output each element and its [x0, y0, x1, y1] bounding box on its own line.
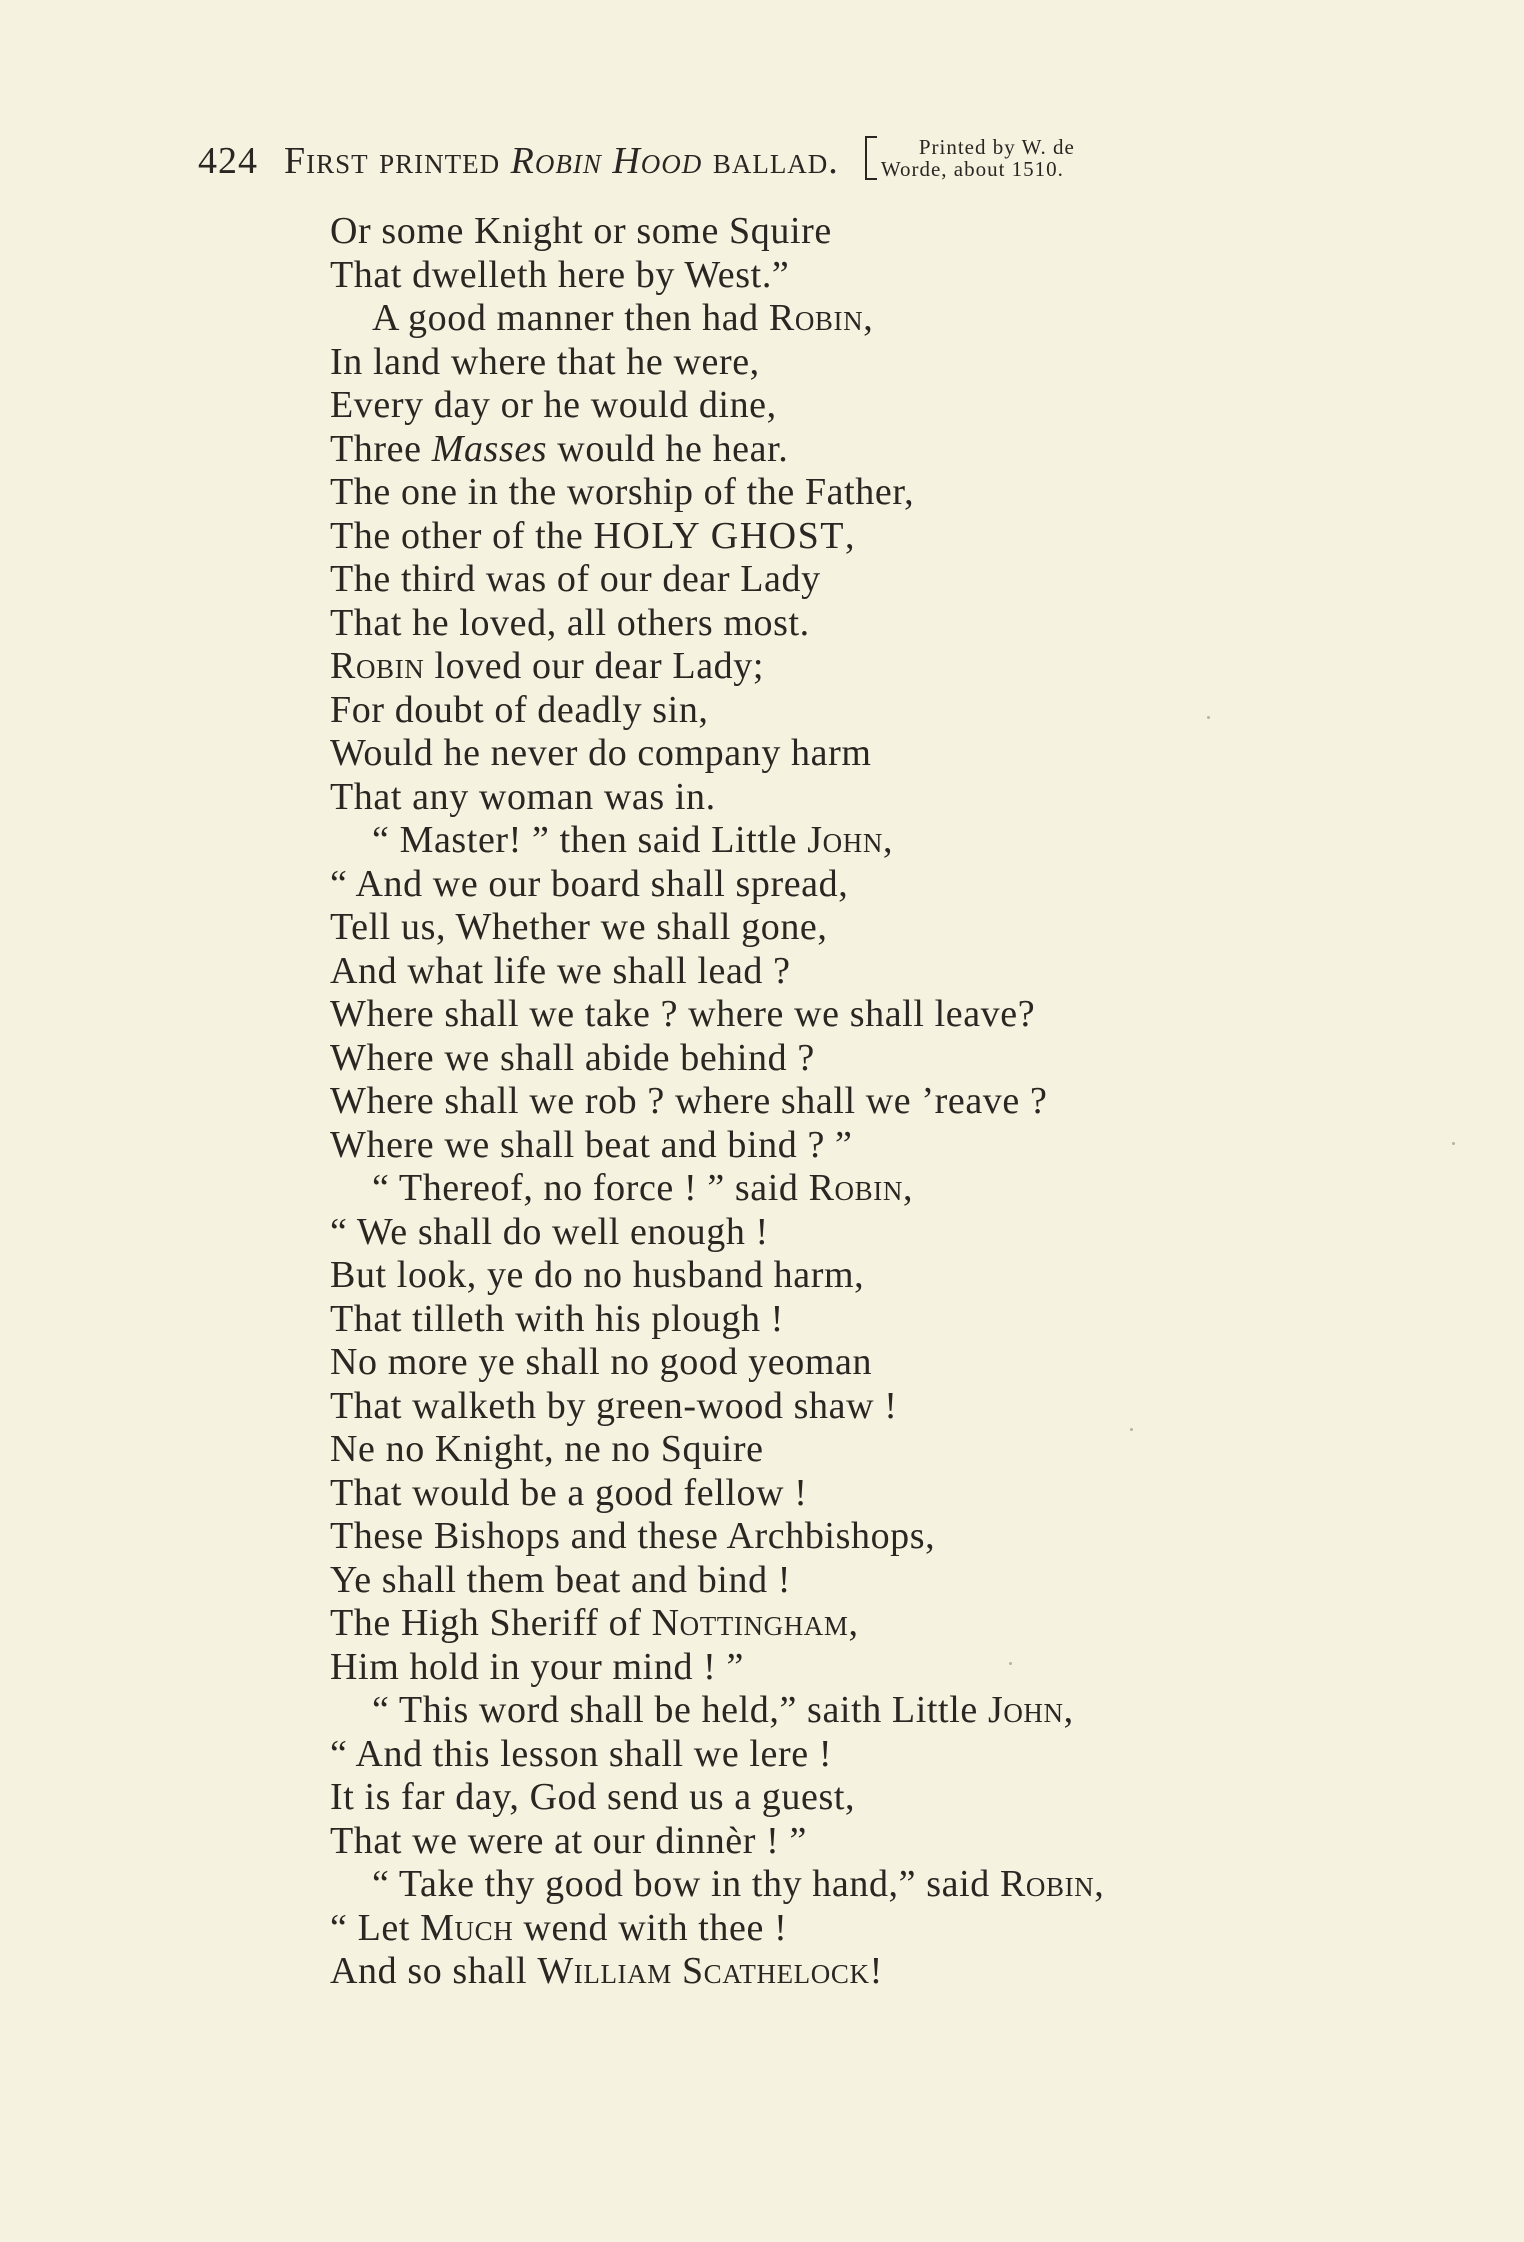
verse-line — [330, 1298, 1330, 1342]
verse-text: , — [848, 1602, 859, 1644]
verse-text: Tell us, Whether we shall gone, — [330, 906, 828, 948]
printer-note — [865, 136, 1075, 180]
paper-speck — [1452, 1142, 1455, 1145]
verse-line — [330, 428, 1330, 472]
verse-line — [330, 254, 1330, 298]
verse-line — [330, 341, 1330, 385]
verse-text: It is far day, God send us a guest, — [330, 1776, 856, 1818]
verse-line — [330, 384, 1330, 428]
paper-speck — [1009, 1662, 1012, 1665]
verse-text: The other of the — [330, 514, 594, 557]
verse-text: “ And this lesson shall we lere ! — [330, 1732, 833, 1775]
verse-line — [330, 1428, 1330, 1472]
verse-text: Or some Knight or some Squire — [330, 210, 832, 252]
verse-text: Nottingham — [651, 1602, 849, 1644]
verse-text: But look, ye do no husband harm, — [330, 1254, 865, 1296]
verse-text: The High Sheriff of — [330, 1602, 652, 1644]
verse-text: Robin — [999, 1863, 1095, 1905]
verse-line — [330, 1385, 1330, 1429]
verse-line — [330, 1776, 1330, 1820]
verse-text: loved our dear Lady; — [424, 645, 765, 687]
verse-line — [330, 1907, 1330, 1951]
verse-text: , — [1063, 1689, 1074, 1731]
running-title-italic: Robin Hood — [510, 140, 703, 182]
verse-line — [330, 1863, 1330, 1907]
verse-text: For doubt of deadly sin, — [330, 688, 709, 731]
verse-line — [330, 993, 1330, 1037]
verse-line — [330, 645, 1330, 689]
verse-text: Where shall we take ? where we shall leave? — [330, 993, 1036, 1035]
running-title-part2: ballad. — [702, 140, 839, 182]
verse-text: , — [1094, 1863, 1105, 1905]
verse-line — [330, 297, 1330, 341]
verse-text: “ We shall do well enough ! — [330, 1210, 769, 1253]
verse-text: Would he never do company harm — [330, 732, 872, 774]
verse-line — [330, 1211, 1330, 1255]
verse-text: wend with thee ! — [513, 1906, 788, 1949]
verse-text: John — [807, 819, 883, 861]
verse-text: Robin — [808, 1167, 903, 1209]
verse-text: Ye shall them beat and bind ! — [330, 1558, 792, 1601]
verse-line — [330, 950, 1330, 994]
verse-text: And what life we shall lead ? — [330, 949, 791, 992]
verse-text: “ Thereof, no force ! ” said — [372, 1167, 809, 1209]
verse-text: “ Master! ” then said Little — [372, 819, 808, 861]
ballad-text — [330, 210, 1330, 1994]
verse-text: John — [987, 1689, 1064, 1731]
paper-speck — [1130, 1428, 1133, 1431]
verse-text: Much — [420, 1906, 514, 1949]
verse-text: These Bishops and these Archbishops, — [330, 1515, 936, 1557]
verse-line — [330, 1559, 1330, 1603]
verse-text: Where we shall beat and bind ? ” — [330, 1123, 853, 1166]
verse-text: , — [863, 297, 874, 339]
verse-text: And so shall — [330, 1950, 538, 1992]
verse-line — [330, 863, 1330, 907]
verse-text: “ Let — [330, 1906, 421, 1949]
verse-text: “ And we our board shall spread, — [330, 862, 849, 905]
verse-line — [330, 1254, 1330, 1298]
running-title-part1: First printed — [284, 140, 511, 182]
verse-text: , — [902, 1167, 914, 1209]
page-number: 424 — [198, 140, 258, 182]
verse-text: Where shall we rob ? where shall we ’reave ? — [330, 1080, 1048, 1122]
running-title — [284, 142, 839, 180]
verse-line — [330, 1167, 1330, 1211]
verse-line — [330, 689, 1330, 733]
verse-text: In land where that he were, — [330, 340, 760, 383]
verse-text: “ This word shall be held,” saith Little — [372, 1689, 988, 1731]
paper-speck — [1207, 716, 1210, 719]
verse-text: A good manner then had — [372, 297, 769, 339]
verse-text: That dwelleth here by West.” — [330, 253, 790, 296]
verse-line — [330, 1124, 1330, 1168]
verse-text: HOLY GHOST — [593, 514, 845, 557]
verse-text: Where we shall abide behind ? — [330, 1036, 815, 1079]
verse-text: The one in the worship of the Father, — [330, 471, 915, 513]
verse-text: Masses — [431, 427, 548, 470]
verse-line — [330, 1602, 1330, 1646]
verse-text: Robin — [330, 645, 425, 687]
bracket-glyph — [865, 136, 877, 180]
verse-line — [330, 1689, 1330, 1733]
verse-text: The third was of our dear Lady — [330, 558, 821, 600]
verse-line — [330, 732, 1330, 776]
printer-note-line-2: Worde, about 1510. — [880, 156, 1064, 181]
verse-line — [330, 210, 1330, 254]
verse-text: That tilleth with his plough ! — [330, 1297, 784, 1340]
verse-line — [330, 1515, 1330, 1559]
verse-text: Ne no Knight, ne no Squire — [330, 1428, 764, 1470]
verse-line — [330, 1646, 1330, 1690]
verse-line — [330, 1733, 1330, 1777]
verse-line — [330, 602, 1330, 646]
verse-line — [330, 471, 1330, 515]
verse-text: , — [844, 514, 856, 557]
verse-line — [330, 1820, 1330, 1864]
verse-text: William Scathelock — [537, 1950, 870, 1992]
verse-line — [330, 906, 1330, 950]
verse-text: That any woman was in. — [330, 775, 716, 818]
verse-text: Him hold in your mind ! ” — [330, 1645, 744, 1688]
printer-note-lines — [881, 136, 1075, 180]
running-head — [198, 120, 1368, 180]
verse-text: ! — [869, 1950, 883, 1992]
verse-text: “ Take thy good bow in thy hand,” said — [372, 1863, 1000, 1905]
verse-line — [330, 1341, 1330, 1385]
verse-line — [330, 1950, 1330, 1994]
verse-text: would he hear. — [547, 427, 789, 470]
verse-line — [330, 558, 1330, 602]
verse-line — [330, 1472, 1330, 1516]
verse-line — [330, 515, 1330, 559]
verse-text: No more ye shall no good yeoman — [330, 1341, 873, 1383]
verse-line — [330, 819, 1330, 863]
verse-text: That walketh by green-wood shaw ! — [330, 1384, 898, 1427]
verse-text: That we were at our dinnèr ! ” — [330, 1819, 807, 1862]
verse-text: Robin — [768, 297, 864, 339]
verse-line — [330, 1080, 1330, 1124]
verse-text: , — [882, 819, 894, 861]
printer-note-line-1: Printed by W. de — [918, 134, 1075, 159]
verse-text: Three — [330, 427, 432, 470]
verse-text: Every day or he would dine, — [330, 384, 777, 426]
verse-text: That would be a good fellow ! — [330, 1471, 808, 1514]
verse-line — [330, 1037, 1330, 1081]
verse-text: That he loved, all others most. — [330, 601, 810, 644]
verse-line — [330, 776, 1330, 820]
